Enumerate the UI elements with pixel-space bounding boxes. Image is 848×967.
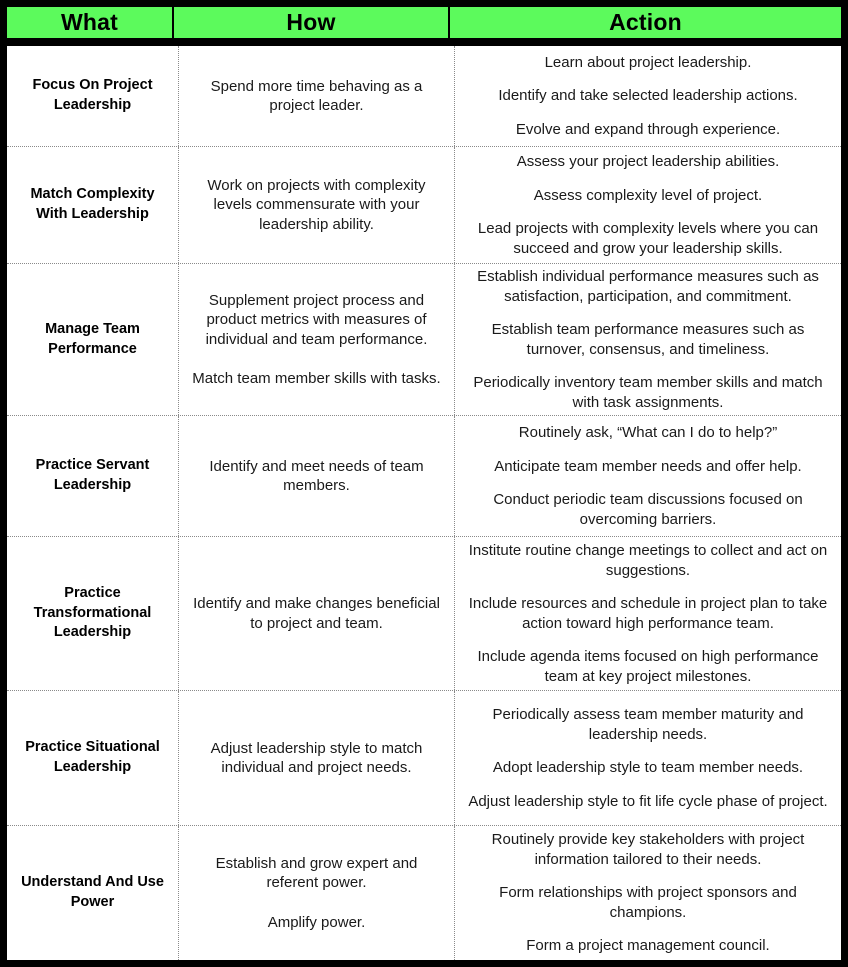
action-item: Identify and take selected leadership actions. xyxy=(498,87,798,105)
what-label: Practice Transformational Leadership xyxy=(33,585,152,641)
what-label: Manage Team Performance xyxy=(45,320,140,357)
what-label: Focus On Project Leadership xyxy=(32,77,153,113)
what-label: Practice Situational Leadership xyxy=(25,739,160,775)
cell-action xyxy=(455,416,841,536)
what-label: Match Complexity With Leadership xyxy=(30,186,155,222)
table-row xyxy=(7,825,841,960)
cell-how xyxy=(179,147,455,263)
column-header-how: How xyxy=(174,7,448,38)
action-item: Periodically inventory team member skills and match with task assignments. xyxy=(473,374,823,411)
table-row xyxy=(7,263,841,415)
action-item: Evolve and expand through experience. xyxy=(515,120,781,138)
header-bottom-rule xyxy=(7,38,841,45)
action-item: Periodically assess team member maturity and leadership needs. xyxy=(492,706,804,743)
action-item: Establish individual performance measures such as satisfaction, participation, and commitment. xyxy=(477,268,819,305)
action-item: Conduct periodic team discussions focused on overcoming barriers. xyxy=(493,491,803,528)
action-item: Include agenda items focused on high performance team at key project milestones. xyxy=(477,648,819,685)
action-item: Adjust leadership style to fit life cycle phase of project. xyxy=(468,792,828,810)
cell-what xyxy=(7,537,179,690)
action-item: Routinely provide key stakeholders with project information tailored to their needs. xyxy=(491,831,805,868)
what-label: Practice Servant Leadership xyxy=(35,457,150,493)
action-item: Form relationships with project sponsors and champions. xyxy=(499,884,797,921)
column-header-what: What xyxy=(7,7,172,38)
cell-how xyxy=(179,264,455,415)
action-item: Adopt leadership style to team member needs. xyxy=(492,759,804,776)
action-item: Learn about project leadership. xyxy=(544,53,752,71)
how-item: Spend more time behaving as a project leader. xyxy=(210,77,423,114)
how-item: Work on projects with complexity levels commensurate with your leadership ability. xyxy=(207,176,426,233)
how-item: Supplement project process and product metrics with measures of individual and team performance. xyxy=(205,291,428,348)
what-label: Understand And Use Power xyxy=(21,874,164,910)
table-body xyxy=(7,46,841,960)
action-item: Include resources and schedule in project plan to take action toward high performance team. xyxy=(468,595,828,632)
table-row xyxy=(7,46,841,146)
how-item: Match team member skills with tasks. xyxy=(192,370,441,387)
action-item: Institute routine change meetings to collect and act on suggestions. xyxy=(468,542,828,579)
cell-how xyxy=(179,691,455,825)
cell-action xyxy=(455,691,841,825)
action-item: Assess your project leadership abilities. xyxy=(516,153,780,170)
table-row xyxy=(7,146,841,263)
cell-what xyxy=(7,147,179,263)
leadership-actions-table xyxy=(7,7,841,960)
cell-how xyxy=(179,537,455,690)
how-item: Amplify power. xyxy=(267,913,366,931)
cell-action xyxy=(455,826,841,960)
column-header-action: Action xyxy=(450,7,841,38)
table-header-row xyxy=(7,7,841,38)
cell-how xyxy=(179,416,455,536)
action-item: Form a project management council. xyxy=(526,937,770,955)
cell-how xyxy=(179,46,455,146)
how-item: Identify and make changes beneficial to project and team. xyxy=(193,595,440,632)
table-row xyxy=(7,536,841,690)
cell-action xyxy=(455,46,841,146)
cell-what xyxy=(7,826,179,960)
action-item: Establish team performance measures such as turnover, consensus, and timeliness. xyxy=(491,321,805,358)
how-item: Adjust leadership style to match individual and project needs. xyxy=(210,739,423,776)
cell-what xyxy=(7,264,179,415)
table-row xyxy=(7,690,841,825)
cell-action xyxy=(455,537,841,690)
cell-what xyxy=(7,46,179,146)
action-item: Anticipate team member needs and offer help. xyxy=(494,457,802,475)
cell-what xyxy=(7,691,179,825)
action-item: Routinely ask, “What can I do to help?” xyxy=(518,424,778,441)
action-item: Assess complexity level of project. xyxy=(533,186,763,204)
table-row xyxy=(7,415,841,536)
how-item: Identify and meet needs of team members. xyxy=(209,457,424,494)
cell-action xyxy=(455,264,841,415)
cell-action xyxy=(455,147,841,263)
cell-how xyxy=(179,826,455,960)
action-item: Lead projects with complexity levels where you can succeed and grow your leadership skills. xyxy=(477,220,819,257)
how-item: Establish and grow expert and referent power. xyxy=(215,854,418,892)
cell-what xyxy=(7,416,179,536)
